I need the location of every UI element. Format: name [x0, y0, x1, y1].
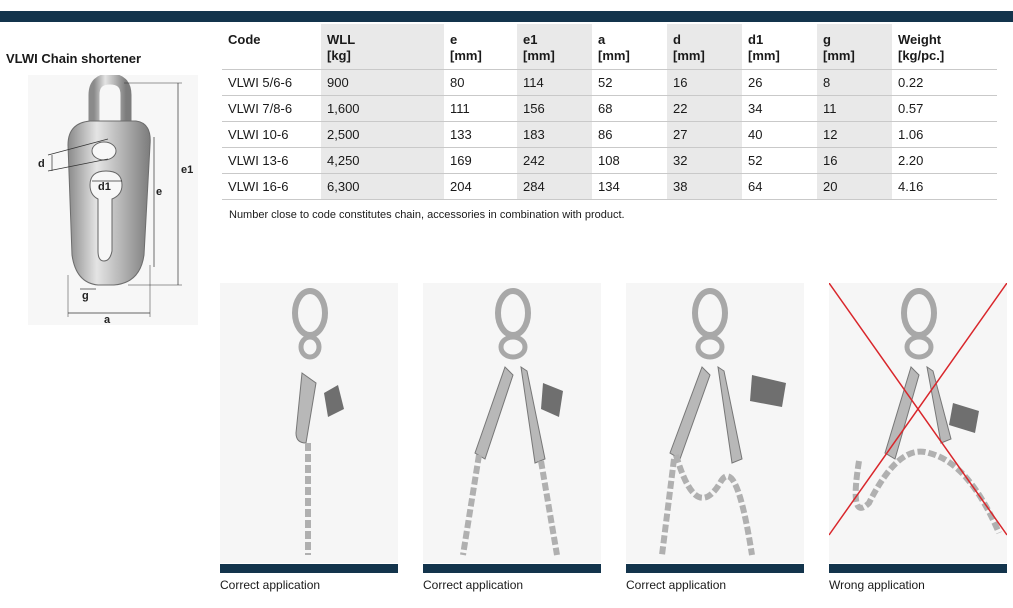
cell-g: 8: [817, 70, 892, 96]
col-header-e: e [mm]: [450, 32, 482, 63]
cell-e: 169: [444, 148, 517, 174]
caption-bar: [423, 564, 601, 573]
cell-weight: 1.06: [892, 122, 997, 148]
table-row: [222, 122, 997, 148]
cell-e1: 284: [517, 174, 592, 200]
application-panel: [829, 283, 1007, 592]
col-header-e1: e1 [mm]: [517, 24, 592, 70]
cell-a: 52: [592, 70, 667, 96]
cell-e: 80: [444, 70, 517, 96]
col-header-d1: d1 [mm]: [748, 32, 780, 63]
cell-weight: 2.20: [892, 148, 997, 174]
cell-wll: 2,500: [321, 122, 444, 148]
table-header-row: [222, 24, 997, 70]
cell-g: 11: [817, 96, 892, 122]
cell-g: 12: [817, 122, 892, 148]
caption-bar: [829, 564, 1007, 573]
application-panel: [220, 283, 398, 592]
col-header-wll: WLL [kg]: [321, 24, 444, 70]
cell-d: 32: [667, 148, 742, 174]
cell-e1: 156: [517, 96, 592, 122]
cell-a: 86: [592, 122, 667, 148]
col-header-g: g [mm]: [817, 24, 892, 70]
label-d1: d1: [98, 181, 111, 193]
cell-e1: 183: [517, 122, 592, 148]
table-row: [222, 174, 997, 200]
cell-e1: 114: [517, 70, 592, 96]
cell-d1: 34: [742, 96, 817, 122]
label-a: a: [104, 314, 111, 325]
cell-e1: 242: [517, 148, 592, 174]
table-row: [222, 70, 997, 96]
cell-wll: 1,600: [321, 96, 444, 122]
cell-weight: 0.22: [892, 70, 997, 96]
product-title: VLWI Chain shortener: [6, 51, 142, 66]
wrong-application-photo: [829, 283, 1007, 563]
cell-code: VLWI 7/8-6: [222, 96, 321, 122]
col-header-d: d [mm]: [667, 24, 742, 70]
col-header-a: a [mm]: [598, 32, 630, 63]
cell-wll: 4,250: [321, 148, 444, 174]
cell-d1: 40: [742, 122, 817, 148]
cell-d: 22: [667, 96, 742, 122]
cell-wll: 6,300: [321, 174, 444, 200]
cell-d: 27: [667, 122, 742, 148]
application-caption: Correct application: [220, 578, 321, 592]
cell-a: 68: [592, 96, 667, 122]
cell-e: 111: [444, 96, 517, 122]
application-caption: Correct application: [423, 578, 524, 592]
cell-weight: 0.57: [892, 96, 997, 122]
header-bar: [0, 11, 1013, 22]
col-header-code: Code: [228, 32, 261, 47]
cell-a: 108: [592, 148, 667, 174]
cell-d1: 52: [742, 148, 817, 174]
label-d: d: [38, 158, 45, 170]
application-caption: Wrong application: [829, 578, 925, 592]
label-e1: e1: [181, 164, 194, 176]
cell-a: 134: [592, 174, 667, 200]
cell-code: VLWI 10-6: [222, 122, 321, 148]
cell-d1: 26: [742, 70, 817, 96]
caption-bar: [626, 564, 804, 573]
two-leg-shortened-chain-photo: [626, 283, 804, 563]
cell-g: 20: [817, 174, 892, 200]
cell-e: 133: [444, 122, 517, 148]
cell-g: 16: [817, 148, 892, 174]
cell-e: 204: [444, 174, 517, 200]
specs-table: [222, 24, 997, 200]
cell-weight: 4.16: [892, 174, 997, 200]
table-row: [222, 96, 997, 122]
single-leg-chain-photo: [220, 283, 398, 563]
application-panel: [626, 283, 804, 592]
cell-d1: 64: [742, 174, 817, 200]
label-g: g: [82, 290, 89, 302]
cell-code: VLWI 5/6-6: [222, 70, 321, 96]
cell-d: 38: [667, 174, 742, 200]
two-leg-chain-photo: [423, 283, 601, 563]
cell-code: VLWI 13-6: [222, 148, 321, 174]
chain-shortener-drawing: [28, 75, 198, 325]
col-header-weight: Weight [kg/pc.]: [898, 32, 945, 63]
table-row: [222, 148, 997, 174]
cell-code: VLWI 16-6: [222, 174, 321, 200]
cell-wll: 900: [321, 70, 444, 96]
table-footnote: Number close to code constitutes chain, accessories in combination with product.: [229, 209, 625, 221]
label-e: e: [156, 186, 163, 198]
application-caption: Correct application: [626, 578, 727, 592]
cell-d: 16: [667, 70, 742, 96]
caption-bar: [220, 564, 398, 573]
application-panel: [423, 283, 601, 592]
